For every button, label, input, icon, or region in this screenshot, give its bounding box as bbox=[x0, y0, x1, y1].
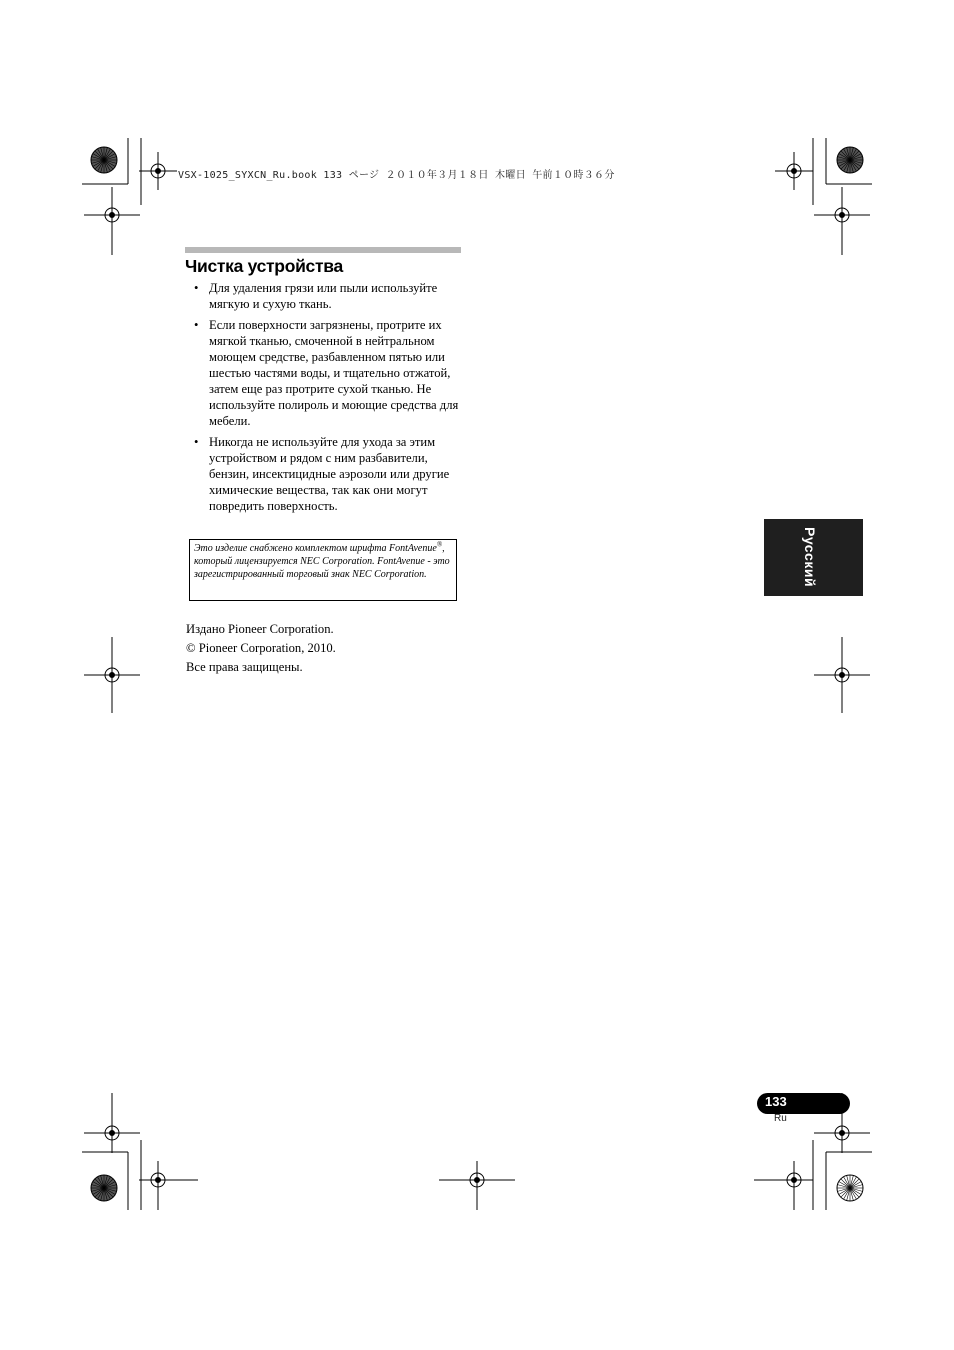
note-text-part2: , который лицензируется NEC Corporation. FontAvenue - это зарегистрированный торговый знак NEC Corporation. bbox=[194, 543, 450, 580]
rights-line: Все права защищены. bbox=[186, 660, 303, 674]
crosshair-marks bbox=[84, 152, 870, 1210]
bullet-text: Если поверхности загрязнены, протрите их мягкой тканью, смоченной в нейтральном моющем средстве, разбавленном пятью или шестью частями воды, и тщательно отжатой, затем еще раз протрите сухой тканью. Не используйте полироль и моющие средства для мебели. bbox=[209, 318, 459, 428]
note-text-part1: Это изделие снабжено комплектом шрифта FontAvenue bbox=[194, 543, 437, 554]
bullet-text: Никогда не используйте для ухода за этим устройством и рядом с ним разбавители, бензин, инсектицидные аэрозоли или другие химические вещества, так как они могут повредить поверхность. bbox=[209, 435, 450, 513]
language-tab-label: Русский bbox=[802, 527, 818, 588]
page-number: 133 bbox=[765, 1094, 787, 1109]
bullet-text: Для удаления грязи или пыли используйте мягкую и сухую ткань. bbox=[209, 281, 438, 311]
bullet-icon: • bbox=[194, 281, 199, 295]
bullet-icon: • bbox=[194, 435, 199, 449]
section-title: Чистка устройства bbox=[185, 256, 343, 276]
registered-mark: ® bbox=[436, 540, 443, 549]
publisher-line: Издано Pioneer Corporation. bbox=[186, 622, 334, 636]
page-language-code: Ru bbox=[774, 1113, 787, 1124]
copyright-line: © Pioneer Corporation, 2010. bbox=[186, 641, 336, 655]
starburst-marks bbox=[91, 147, 863, 1201]
bullet-icon: • bbox=[194, 318, 199, 332]
print-header: VSX-1025_SYXCN_Ru.book 133 ページ ２０１０年３月１８日 木曜日 午前１０時３６分 bbox=[178, 170, 615, 181]
